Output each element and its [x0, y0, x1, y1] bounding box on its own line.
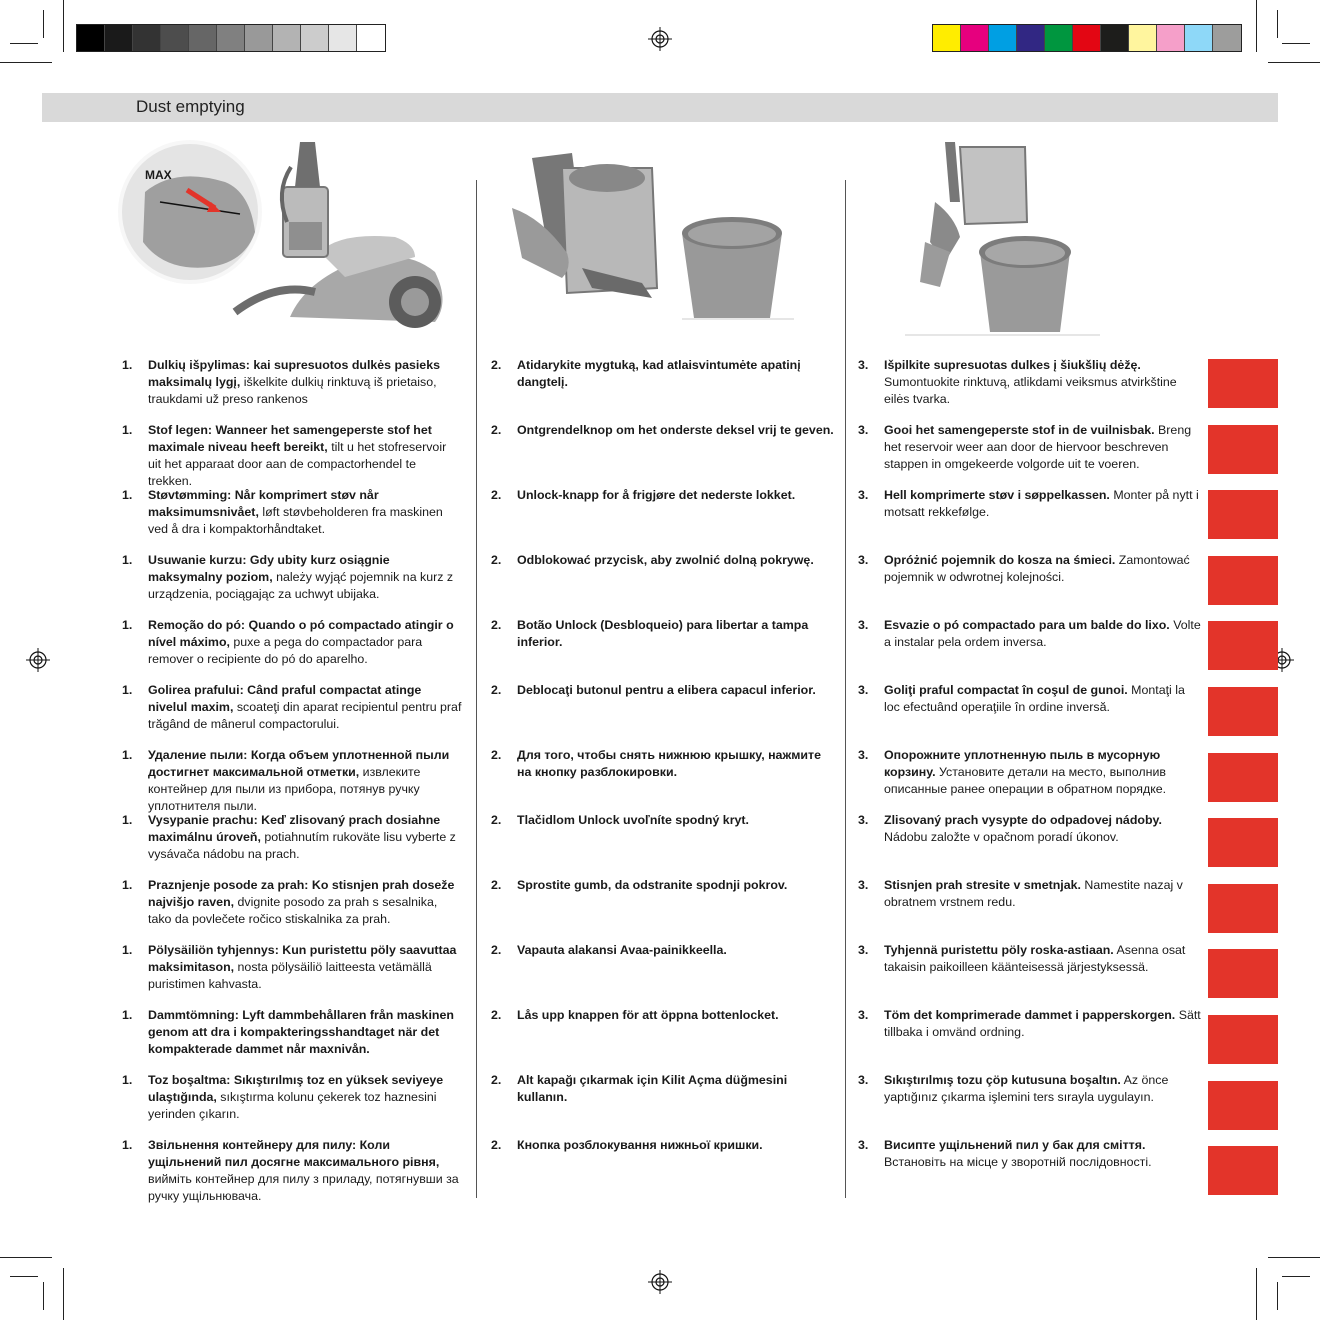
step-bold-text: Töm det komprimerade dammet i papperskorgen.: [884, 1008, 1176, 1022]
step-number: 1.: [122, 423, 133, 437]
step-body-text: Sätt tillbaka i omvänd ordning.: [884, 1008, 1201, 1039]
step-body-text: Monter på nytt i motsatt rekkefølge.: [884, 488, 1199, 519]
step-bold-text: Для того, чтобы снять нижнюю крышку, нажмите на кнопку разблокировки.: [517, 748, 821, 779]
step-bold-text: Stof legen: Wanneer het samengeperste stof het maximale niveau heeft bereikt,: [148, 423, 432, 454]
step-body-text: Montaţi la loc efectuând operaţiile în ordine inversă.: [884, 683, 1185, 714]
step-number: 2.: [491, 1073, 502, 1087]
color-swatch: [105, 25, 133, 51]
step-text: [884, 1137, 1203, 1171]
language-tab: [1208, 818, 1278, 867]
step-number: 3.: [858, 423, 869, 437]
step-body-text: nosta pölysäiliö laitteesta vetämällä puristimen kahvasta.: [148, 960, 432, 991]
step-number: 3.: [858, 618, 869, 632]
step-body-text: sıkıştırma kolunu çekerek toz haznesini yerinden çıkarın.: [148, 1090, 437, 1121]
step-text: [148, 617, 462, 668]
step-bold-text: Atidarykite mygtuką, kad atlaisvintumėte apatinį dangtelį.: [517, 358, 801, 389]
step-bold-text: Goliţi praful compactat în coşul de gunoi.: [884, 683, 1128, 697]
empty-into-bin-illustration: [905, 142, 1105, 337]
step-text: [884, 747, 1203, 798]
color-swatch: [1017, 25, 1045, 51]
step-text: [148, 1007, 462, 1058]
step-body-text: Встановіть на місце у зворотній послідовності.: [884, 1155, 1152, 1169]
language-tab: [1208, 1081, 1278, 1130]
step-bold-text: Pölysäiliön tyhjennys: Kun puristettu pöly saavuttaa maksimitason,: [148, 943, 457, 974]
section-header: [42, 93, 1278, 122]
step-text: [517, 552, 836, 569]
registration-mark-icon: [26, 648, 50, 672]
step-text: [148, 552, 462, 603]
color-swatch: [217, 25, 245, 51]
step-bold-text: Tlačidlom Unlock uvoľníte spodný kryt.: [517, 813, 749, 827]
language-tab: [1208, 687, 1278, 736]
gray-color-bar: [76, 24, 386, 52]
step-body-text: извлеките контейнер для пыли из прибора, потянув ручку уплотнителя пыли.: [148, 765, 421, 813]
process-color-bar: [932, 24, 1242, 52]
step-bold-text: Кнопка розблокування нижньої кришки.: [517, 1138, 763, 1152]
step-number: 2.: [491, 1138, 502, 1152]
column-divider: [476, 180, 477, 1198]
step-bold-text: Praznjenje posode za prah: Ko stisnjen prah doseže najvišjo raven,: [148, 878, 455, 909]
step-bold-text: Stisnjen prah stresite v smetnjak.: [884, 878, 1081, 892]
step-text: [884, 877, 1203, 911]
step-number: 1.: [122, 748, 133, 762]
step-text: [517, 1072, 836, 1106]
step-text: [148, 422, 462, 490]
step-body-text: Установите детали на место, выполнив описанные ранее операции в обратном порядке.: [884, 765, 1167, 796]
color-swatch: [1157, 25, 1185, 51]
step-text: [884, 682, 1203, 716]
step-bold-text: Ontgrendelknop om het onderste deksel vrij te geven.: [517, 423, 834, 437]
step-text: [148, 487, 462, 538]
step-number: 3.: [858, 748, 869, 762]
color-swatch: [133, 25, 161, 51]
step-bold-text: Støvtømming: Når komprimert støv når maksimumsnivået,: [148, 488, 379, 519]
step-body-text: Zamontować pojemnik w odwrotnej kolejności.: [884, 553, 1190, 584]
language-tab: [1208, 884, 1278, 933]
step-body-text: puxe a pega do compactador para remover o recipiente do pó do aparelho.: [148, 635, 423, 666]
color-swatch: [1101, 25, 1129, 51]
step-number: 3.: [858, 553, 869, 567]
color-swatch: [357, 25, 385, 51]
color-swatch: [329, 25, 357, 51]
step-number: 1.: [122, 1138, 133, 1152]
step-text: [148, 877, 462, 928]
color-swatch: [273, 25, 301, 51]
language-tab: [1208, 490, 1278, 539]
step-text: [517, 747, 836, 781]
step-bold-text: Tyhjennä puristettu pöly roska-astiaan.: [884, 943, 1114, 957]
step-number: 1.: [122, 488, 133, 502]
step-body-text: tilt u het stofreservoir uit het apparaat door aan de compactorhendel te trekken.: [148, 440, 447, 488]
color-swatch: [301, 25, 329, 51]
language-tab: [1208, 753, 1278, 802]
step-number: 3.: [858, 1008, 869, 1022]
step-text: [148, 1072, 462, 1123]
step-body-text: Volte a instalar pela ordem inversa.: [884, 618, 1201, 649]
step-text: [517, 357, 836, 391]
step-body-text: Breng het reservoir weer aan door de hiervoor beschreven stappen in omgekeerde volgorde uit te voeren.: [884, 423, 1192, 471]
color-swatch: [933, 25, 961, 51]
step-number: 3.: [858, 488, 869, 502]
step-number: 1.: [122, 683, 133, 697]
step-text: [884, 812, 1203, 846]
step-number: 1.: [122, 618, 133, 632]
step-text: [517, 487, 836, 504]
vacuum-max-level-illustration: [115, 132, 455, 332]
step-text: [884, 422, 1203, 473]
step-text: [517, 682, 836, 699]
step-text: [148, 942, 462, 993]
step-text: [148, 357, 462, 408]
step-number: 3.: [858, 683, 869, 697]
step-bold-text: Botão Unlock (Desbloqueio) para libertar a tampa inferior.: [517, 618, 809, 649]
color-swatch: [245, 25, 273, 51]
registration-mark-icon: [648, 27, 672, 51]
step-bold-text: Dammtömning: Lyft dammbehållaren från maskinen genom att dra i kompakteringsshandtaget när det kompakterade dammet når maxnivån.: [148, 1008, 454, 1056]
color-swatch: [1129, 25, 1157, 51]
step-text: [517, 1137, 836, 1154]
step-text: [148, 1137, 462, 1205]
step-text: [884, 1007, 1203, 1041]
step-number: 2.: [491, 943, 502, 957]
unlock-bottom-lid-illustration: [512, 148, 802, 323]
step-body-text: Nádobu založte v opačnom poradí úkonov.: [884, 830, 1119, 844]
max-label: MAX: [145, 168, 172, 182]
step-number: 2.: [491, 618, 502, 632]
color-swatch: [1213, 25, 1241, 51]
step-number: 3.: [858, 1138, 869, 1152]
step-text: [517, 422, 836, 439]
step-body-text: scoateţi din aparat recipientul pentru praf trăgând de mânerul compactorului.: [148, 700, 462, 731]
step-number: 3.: [858, 358, 869, 372]
page-title: Dust emptying: [136, 97, 245, 116]
step-bold-text: Opróżnić pojemnik do kosza na śmieci.: [884, 553, 1116, 567]
column-divider: [845, 180, 846, 1198]
step-bold-text: Sıkıştırılmış tozu çöp kutusuna boşaltın.: [884, 1073, 1121, 1087]
color-swatch: [1073, 25, 1101, 51]
step-text: [148, 747, 462, 815]
step-body-text: Sumontuokite rinktuvą, atlikdami veiksmus atvirkštine eilės tvarka.: [884, 375, 1177, 406]
color-swatch: [961, 25, 989, 51]
step-bold-text: Išpilkite supresuotas dulkes į šiukšlių dėžę.: [884, 358, 1141, 372]
step-number: 1.: [122, 1073, 133, 1087]
step-text: [517, 942, 836, 959]
step-bold-text: Alt kapağı çıkarmak için Kilit Açma düğmesini kullanın.: [517, 1073, 788, 1104]
step-bold-text: Dulkių išpylimas: kai supresuotos dulkės pasieks maksimalų lygį,: [148, 358, 440, 389]
color-swatch: [77, 25, 105, 51]
step-text: [884, 552, 1203, 586]
step-text: [517, 877, 836, 894]
color-swatch: [161, 25, 189, 51]
language-tab: [1208, 949, 1278, 998]
step-bold-text: Toz boşaltma: Sıkıştırılmış toz en yüksek seviyeye ulaştığında,: [148, 1073, 444, 1104]
step-number: 1.: [122, 813, 133, 827]
step-text: [517, 617, 836, 651]
step-number: 3.: [858, 943, 869, 957]
step-body-text: należy wyjąć pojemnik na kurz z urządzenia, pociągając za uchwyt ubijaka.: [148, 570, 454, 601]
step-number: 2.: [491, 423, 502, 437]
step-body-text: løft støvbeholderen fra maskinen ved å dra i kompaktorhåndtaket.: [148, 505, 443, 536]
step-text: [884, 1072, 1203, 1106]
language-tab: [1208, 359, 1278, 408]
step-body-text: dvignite posodo za prah s sesalnika, tako da povlečete ročico stiskalnika za prah.: [148, 895, 438, 926]
step-number: 3.: [858, 813, 869, 827]
step-bold-text: Unlock-knapp for å frigjøre det nederste lokket.: [517, 488, 796, 502]
step-bold-text: Usuwanie kurzu: Gdy ubity kurz osiągnie maksymalny poziom,: [148, 553, 390, 584]
step-body-text: Az önce yaptığınız çıkarma işlemini ters sırayla uygulayın.: [884, 1073, 1169, 1104]
step-bold-text: Звільнення контейнеру для пилу: Коли ущільнений пил досягне максимального рівня,: [148, 1138, 440, 1169]
step-number: 1.: [122, 878, 133, 892]
step-number: 3.: [858, 1073, 869, 1087]
step-text: [884, 487, 1203, 521]
step-body-text: iškelkite dulkių rinktuvą iš prietaiso, traukdami už preso rankenos: [148, 375, 437, 406]
step-bold-text: Remoção do pó: Quando o pó compactado atingir o nível máximo,: [148, 618, 454, 649]
registration-mark-icon: [648, 1270, 672, 1294]
color-swatch: [1045, 25, 1073, 51]
step-bold-text: Vapauta alakansi Avaa-painikkeella.: [517, 943, 727, 957]
step-bold-text: Удаление пыли: Когда объем уплотненной пыли достигнет максимальной отметки,: [148, 748, 450, 779]
step-text: [517, 812, 836, 829]
step-bold-text: Vysypanie prachu: Keď zlisovaný prach dosiahne maximálnu úroveň,: [148, 813, 441, 844]
step-bold-text: Gooi het samengeperste stof in de vuilnisbak.: [884, 423, 1155, 437]
step-body-text: Namestite nazaj v obratnem vrstnem redu.: [884, 878, 1183, 909]
step-bold-text: Zlisovaný prach vysypte do odpadovej nádoby.: [884, 813, 1162, 827]
language-tab: [1208, 425, 1278, 474]
step-number: 2.: [491, 358, 502, 372]
step-number: 2.: [491, 1008, 502, 1022]
step-number: 2.: [491, 488, 502, 502]
step-bold-text: Golirea prafului: Când praful compactat atinge nivelul maxim,: [148, 683, 422, 714]
step-number: 1.: [122, 358, 133, 372]
step-body-text: potiahnutím rukoväte lisu vyberte z vysávača nádobu na prach.: [148, 830, 456, 861]
step-number: 1.: [122, 1008, 133, 1022]
step-bold-text: Hell komprimerte støv i søppelkassen.: [884, 488, 1110, 502]
step-number: 3.: [858, 878, 869, 892]
step-text: [148, 682, 462, 733]
step-bold-text: Sprostite gumb, da odstranite spodnji pokrov.: [517, 878, 788, 892]
step-bold-text: Висипте ущільнений пил у бак для сміття.: [884, 1138, 1146, 1152]
step-text: [884, 617, 1203, 651]
step-text: [517, 1007, 836, 1024]
step-number: 2.: [491, 878, 502, 892]
step-body-text: Asenna osat takaisin paikoilleen käänteisessä järjestyksessä.: [884, 943, 1186, 974]
step-bold-text: Опорожните уплотненную пыль в мусорную корзину.: [884, 748, 1161, 779]
color-swatch: [189, 25, 217, 51]
step-number: 2.: [491, 813, 502, 827]
step-text: [884, 942, 1203, 976]
language-tab: [1208, 621, 1278, 670]
step-text: [884, 357, 1203, 408]
step-text: [148, 812, 462, 863]
color-swatch: [1185, 25, 1213, 51]
language-tab: [1208, 556, 1278, 605]
step-number: 2.: [491, 748, 502, 762]
step-bold-text: Esvazie o pó compactado para um balde do lixo.: [884, 618, 1170, 632]
step-number: 2.: [491, 553, 502, 567]
step-body-text: вийміть контейнер для пилу з приладу, потягнувши за ручку ущільнювача.: [148, 1172, 459, 1203]
step-bold-text: Deblocaţi butonul pentru a elibera capacul inferior.: [517, 683, 816, 697]
color-swatch: [989, 25, 1017, 51]
step-bold-text: Lås upp knappen för att öppna bottenlocket.: [517, 1008, 779, 1022]
language-tab: [1208, 1146, 1278, 1195]
step-number: 2.: [491, 683, 502, 697]
step-number: 1.: [122, 943, 133, 957]
language-tab: [1208, 1015, 1278, 1064]
step-bold-text: Odblokować przycisk, aby zwolnić dolną pokrywę.: [517, 553, 814, 567]
step-number: 1.: [122, 553, 133, 567]
